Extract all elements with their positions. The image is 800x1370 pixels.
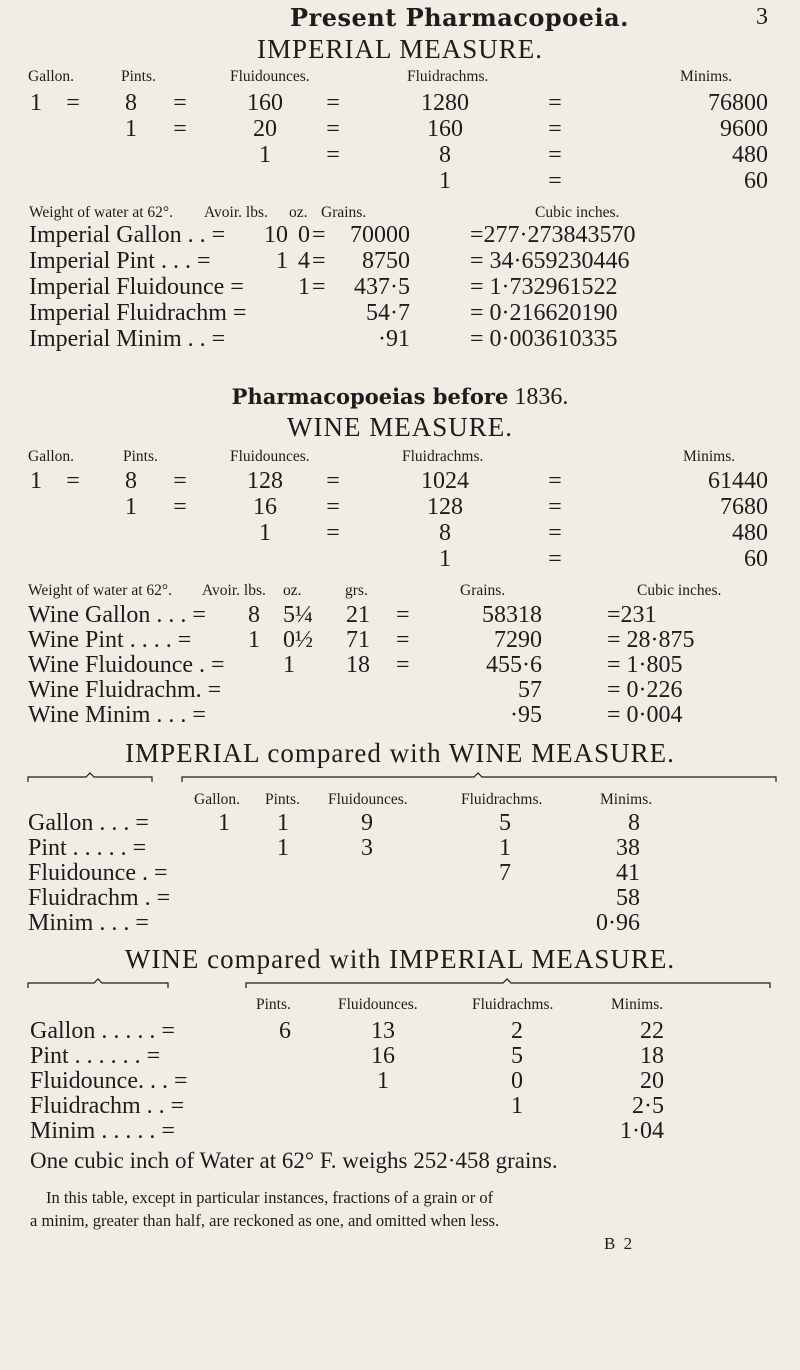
weight-oz: 0½ <box>283 627 313 653</box>
comparison-row-label: Fluidrachm . . = <box>30 1093 185 1119</box>
comparison-cell: 16 <box>371 1043 395 1069</box>
weights-grs: grs. <box>345 582 368 599</box>
col-header-gallon: Gallon. <box>28 68 75 85</box>
weights-cubic-inches: Cubic inches. <box>535 204 620 221</box>
equals-sign: = <box>326 468 340 494</box>
table-cell: 8 <box>439 142 451 168</box>
weight-grains: 7290 <box>494 627 542 653</box>
comparison-cell: 9 <box>361 810 373 836</box>
weight-cubic-inches: = 1·732961522 <box>470 274 618 300</box>
running-head-title <box>290 2 629 33</box>
equals-sign: = <box>173 494 187 520</box>
col-header-fluidounces: Fluidounces. <box>230 68 310 85</box>
comparison-cell: 1·04 <box>620 1118 664 1144</box>
comparison-cell: 22 <box>640 1018 664 1044</box>
weight-cubic-inches: = 0·226 <box>607 677 683 703</box>
table-cell: 1024 <box>421 468 469 494</box>
table-cell: 8 <box>125 468 137 494</box>
table-cell: 480 <box>732 142 768 168</box>
weight-cubic-inches: = 28·875 <box>607 627 695 653</box>
equals-sign: = <box>326 494 340 520</box>
wine-title: WINE MEASURE. <box>287 412 513 442</box>
weight-grains: 8750 <box>362 248 410 274</box>
weights-oz: oz. <box>283 582 302 599</box>
col-header-fluidrachms: Fluidrachms. <box>461 791 543 808</box>
table-cell: 1 <box>125 116 137 142</box>
table-cell: 128 <box>427 494 463 520</box>
comparison-cell: 18 <box>640 1043 664 1069</box>
comparison-cell: 0·96 <box>596 910 640 936</box>
col-header-minims: Minims. <box>683 448 736 465</box>
weight-grs: 71 <box>346 627 370 653</box>
weight-lbs: 1 <box>276 248 288 274</box>
weight-row-label: Imperial Fluidrachm = <box>29 300 247 326</box>
weights-avoir-lbs: Avoir. lbs. <box>204 204 268 221</box>
wine-heading-blackletter: Pharmacopoeias before <box>231 384 509 409</box>
equals-sign: = <box>173 90 187 116</box>
equals-sign: = <box>326 90 340 116</box>
col-header-pints: Pints. <box>123 448 158 465</box>
imp-vs-wine-title: IMPERIAL compared with WINE MEASURE. <box>125 738 675 768</box>
weight-cubic-inches: = 34·659230446 <box>470 248 630 274</box>
weight-grs: 18 <box>346 652 370 678</box>
equals-sign: = <box>173 116 187 142</box>
equals-sign: = <box>326 142 340 168</box>
col-header-pints: Pints. <box>256 996 291 1013</box>
table-cell: 61440 <box>708 468 768 494</box>
equals-sign: = <box>548 468 562 494</box>
weight-oz: 5¼ <box>283 602 313 628</box>
comparison-cell: 3 <box>361 835 373 861</box>
weight-grains: 58318 <box>482 602 542 628</box>
comparison-cell: 1 <box>277 810 289 836</box>
page-number: 3 <box>756 4 768 30</box>
comparison-row-label: Pint . . . . . . = <box>30 1043 161 1069</box>
col-header-fluidounces: Fluidounces. <box>230 448 310 465</box>
comparison-cell: 1 <box>277 835 289 861</box>
comparison-row-label: Fluidounce . = <box>28 860 168 886</box>
comparison-cell: 2 <box>511 1018 523 1044</box>
table-cell: 60 <box>744 168 768 194</box>
col-header-pints: Pints. <box>121 68 156 85</box>
brace-right <box>244 978 774 990</box>
comparison-cell: 5 <box>499 810 511 836</box>
comparison-cell: 1 <box>218 810 230 836</box>
weight-oz: 4 <box>298 248 310 274</box>
weight-row-label: Imperial Fluidounce = <box>29 274 244 300</box>
col-header-gallon: Gallon. <box>194 791 241 808</box>
weight-grs: 21 <box>346 602 370 628</box>
table-cell: 7680 <box>720 494 768 520</box>
table-cell: 1 <box>439 168 451 194</box>
weight-cubic-inches: =231 <box>607 602 657 628</box>
equals-sign: = <box>173 468 187 494</box>
weight-row-label: Wine Gallon . . . = <box>28 602 206 628</box>
weight-cubic-inches: = 0·216620190 <box>470 300 618 326</box>
equals-sign: = <box>326 520 340 546</box>
table-cell: 76800 <box>708 90 768 116</box>
weights-cubic-inches: Cubic inches. <box>637 582 722 599</box>
equals-sign: = <box>548 116 562 142</box>
weight-oz: 1 <box>283 652 295 678</box>
brace-right <box>180 772 780 784</box>
weight-row-label: Wine Fluidrachm. = <box>28 677 222 703</box>
equals-sign: = <box>548 90 562 116</box>
weight-cubic-inches: = 0·004 <box>607 702 683 728</box>
comparison-cell: 13 <box>371 1018 395 1044</box>
table-cell: 1 <box>30 468 42 494</box>
table-cell: 16 <box>253 494 277 520</box>
comparison-row-label: Gallon . . . . . = <box>30 1018 175 1044</box>
comparison-cell: 1 <box>499 835 511 861</box>
weights-avoir-lbs: Avoir. lbs. <box>202 582 266 599</box>
table-cell: 480 <box>732 520 768 546</box>
weight-cubic-inches: = 1·805 <box>607 652 683 678</box>
equals-sign: = <box>548 546 562 572</box>
comparison-row-label: Gallon . . . = <box>28 810 149 836</box>
comparison-cell: 20 <box>640 1068 664 1094</box>
comparison-cell: 1 <box>377 1068 389 1094</box>
weight-lbs: 10 <box>264 222 288 248</box>
brace-left <box>26 978 172 990</box>
weights-label: Weight of water at 62°. <box>28 582 172 599</box>
equals-sign: = <box>326 116 340 142</box>
col-header-minims: Minims. <box>680 68 733 85</box>
weight-oz: 1 <box>298 274 310 300</box>
weight-row-label: Wine Minim . . . = <box>28 702 206 728</box>
table-cell: 1 <box>30 90 42 116</box>
table-cell: 9600 <box>720 116 768 142</box>
equals-sign: = <box>548 494 562 520</box>
comparison-cell: 41 <box>616 860 640 886</box>
table-cell: 160 <box>247 90 283 116</box>
wine-heading <box>0 384 800 411</box>
table-cell: 8 <box>125 90 137 116</box>
comparison-row-label: Fluidounce. . . = <box>30 1068 188 1094</box>
imperial-title: IMPERIAL MEASURE. <box>256 34 543 64</box>
table-cell: 1 <box>259 520 271 546</box>
table-cell: 60 <box>744 546 768 572</box>
cubic-inch-note: One cubic inch of Water at 62° F. weighs 252·458 grains. <box>30 1148 558 1173</box>
weight-row-label: Wine Pint . . . . = <box>28 627 192 653</box>
comparison-row-label: Minim . . . . . = <box>30 1118 175 1144</box>
equals-sign: = <box>66 90 80 116</box>
wine-heading-year: 1836. <box>514 384 569 410</box>
weights-oz: oz. <box>289 204 308 221</box>
col-header-fluidrachms: Fluidrachms. <box>472 996 554 1013</box>
comparison-cell: 1 <box>511 1093 523 1119</box>
weight-cubic-inches: =277·273843570 <box>470 222 636 248</box>
table-cell: 8 <box>439 520 451 546</box>
equals-sign: = <box>312 248 326 274</box>
comparison-cell: 2·5 <box>632 1093 664 1119</box>
running-head-blackletter: Present Pharmacopoeia. <box>290 3 629 32</box>
wine-vs-imp-title: WINE compared with IMPERIAL MEASURE. <box>124 944 676 974</box>
table-cell: 1 <box>259 142 271 168</box>
weights-grains: Grains. <box>321 204 367 221</box>
comparison-cell: 7 <box>499 860 511 886</box>
equals-sign: = <box>312 222 326 248</box>
weight-lbs: 8 <box>248 602 260 628</box>
comparison-cell: 6 <box>279 1018 291 1044</box>
equals-sign: = <box>396 602 410 628</box>
comparison-row-label: Minim . . . = <box>28 910 149 936</box>
col-header-pints: Pints. <box>265 791 300 808</box>
comparison-cell: 8 <box>628 810 640 836</box>
weight-row-label: Wine Fluidounce . = <box>28 652 225 678</box>
table-cell: 128 <box>247 468 283 494</box>
weight-grains: 70000 <box>350 222 410 248</box>
weight-grains: ·91 <box>378 326 410 352</box>
weight-grains: 455·6 <box>486 652 542 678</box>
comparison-cell: 5 <box>511 1043 523 1069</box>
col-header-minims: Minims. <box>611 996 664 1013</box>
weight-grains: 54·7 <box>366 300 410 326</box>
weight-lbs: 1 <box>248 627 260 653</box>
signature-mark: B 2 <box>604 1234 635 1253</box>
equals-sign: = <box>66 468 80 494</box>
col-header-minims: Minims. <box>600 791 653 808</box>
col-header-fluidrachms: Fluidrachms. <box>407 68 489 85</box>
equals-sign: = <box>312 274 326 300</box>
equals-sign: = <box>548 142 562 168</box>
comparison-cell: 0 <box>511 1068 523 1094</box>
weight-grains: 57 <box>518 677 542 703</box>
equals-sign: = <box>548 520 562 546</box>
weight-row-label: Imperial Gallon . . = <box>29 222 226 248</box>
table-cell: 20 <box>253 116 277 142</box>
comparison-cell: 38 <box>616 835 640 861</box>
comparison-row-label: Pint . . . . . = <box>28 835 147 861</box>
footnote-line-1: In this table, except in particular instances, fractions of a grain or of <box>46 1188 494 1207</box>
weight-grains: ·95 <box>510 702 542 728</box>
weight-grains: 437·5 <box>354 274 410 300</box>
table-cell: 1280 <box>421 90 469 116</box>
col-header-gallon: Gallon. <box>28 448 75 465</box>
weight-cubic-inches: = 0·003610335 <box>470 326 618 352</box>
weights-label: Weight of water at 62°. <box>29 204 173 221</box>
comparison-cell: 58 <box>616 885 640 911</box>
col-header-fluidrachms: Fluidrachms. <box>402 448 484 465</box>
comparison-row-label: Fluidrachm . = <box>28 885 171 911</box>
equals-sign: = <box>396 652 410 678</box>
weight-oz: 0 <box>298 222 310 248</box>
weights-grains: Grains. <box>460 582 506 599</box>
equals-sign: = <box>548 168 562 194</box>
brace-left <box>26 772 156 784</box>
footnote-line-2: a minim, greater than half, are reckoned as one, and omitted when less. <box>30 1211 500 1230</box>
table-cell: 1 <box>439 546 451 572</box>
weight-row-label: Imperial Pint . . . = <box>29 248 211 274</box>
equals-sign: = <box>396 627 410 653</box>
col-header-fluidounces: Fluidounces. <box>328 791 408 808</box>
col-header-fluidounces: Fluidounces. <box>338 996 418 1013</box>
table-cell: 1 <box>125 494 137 520</box>
weight-row-label: Imperial Minim . . = <box>29 326 226 352</box>
table-cell: 160 <box>427 116 463 142</box>
